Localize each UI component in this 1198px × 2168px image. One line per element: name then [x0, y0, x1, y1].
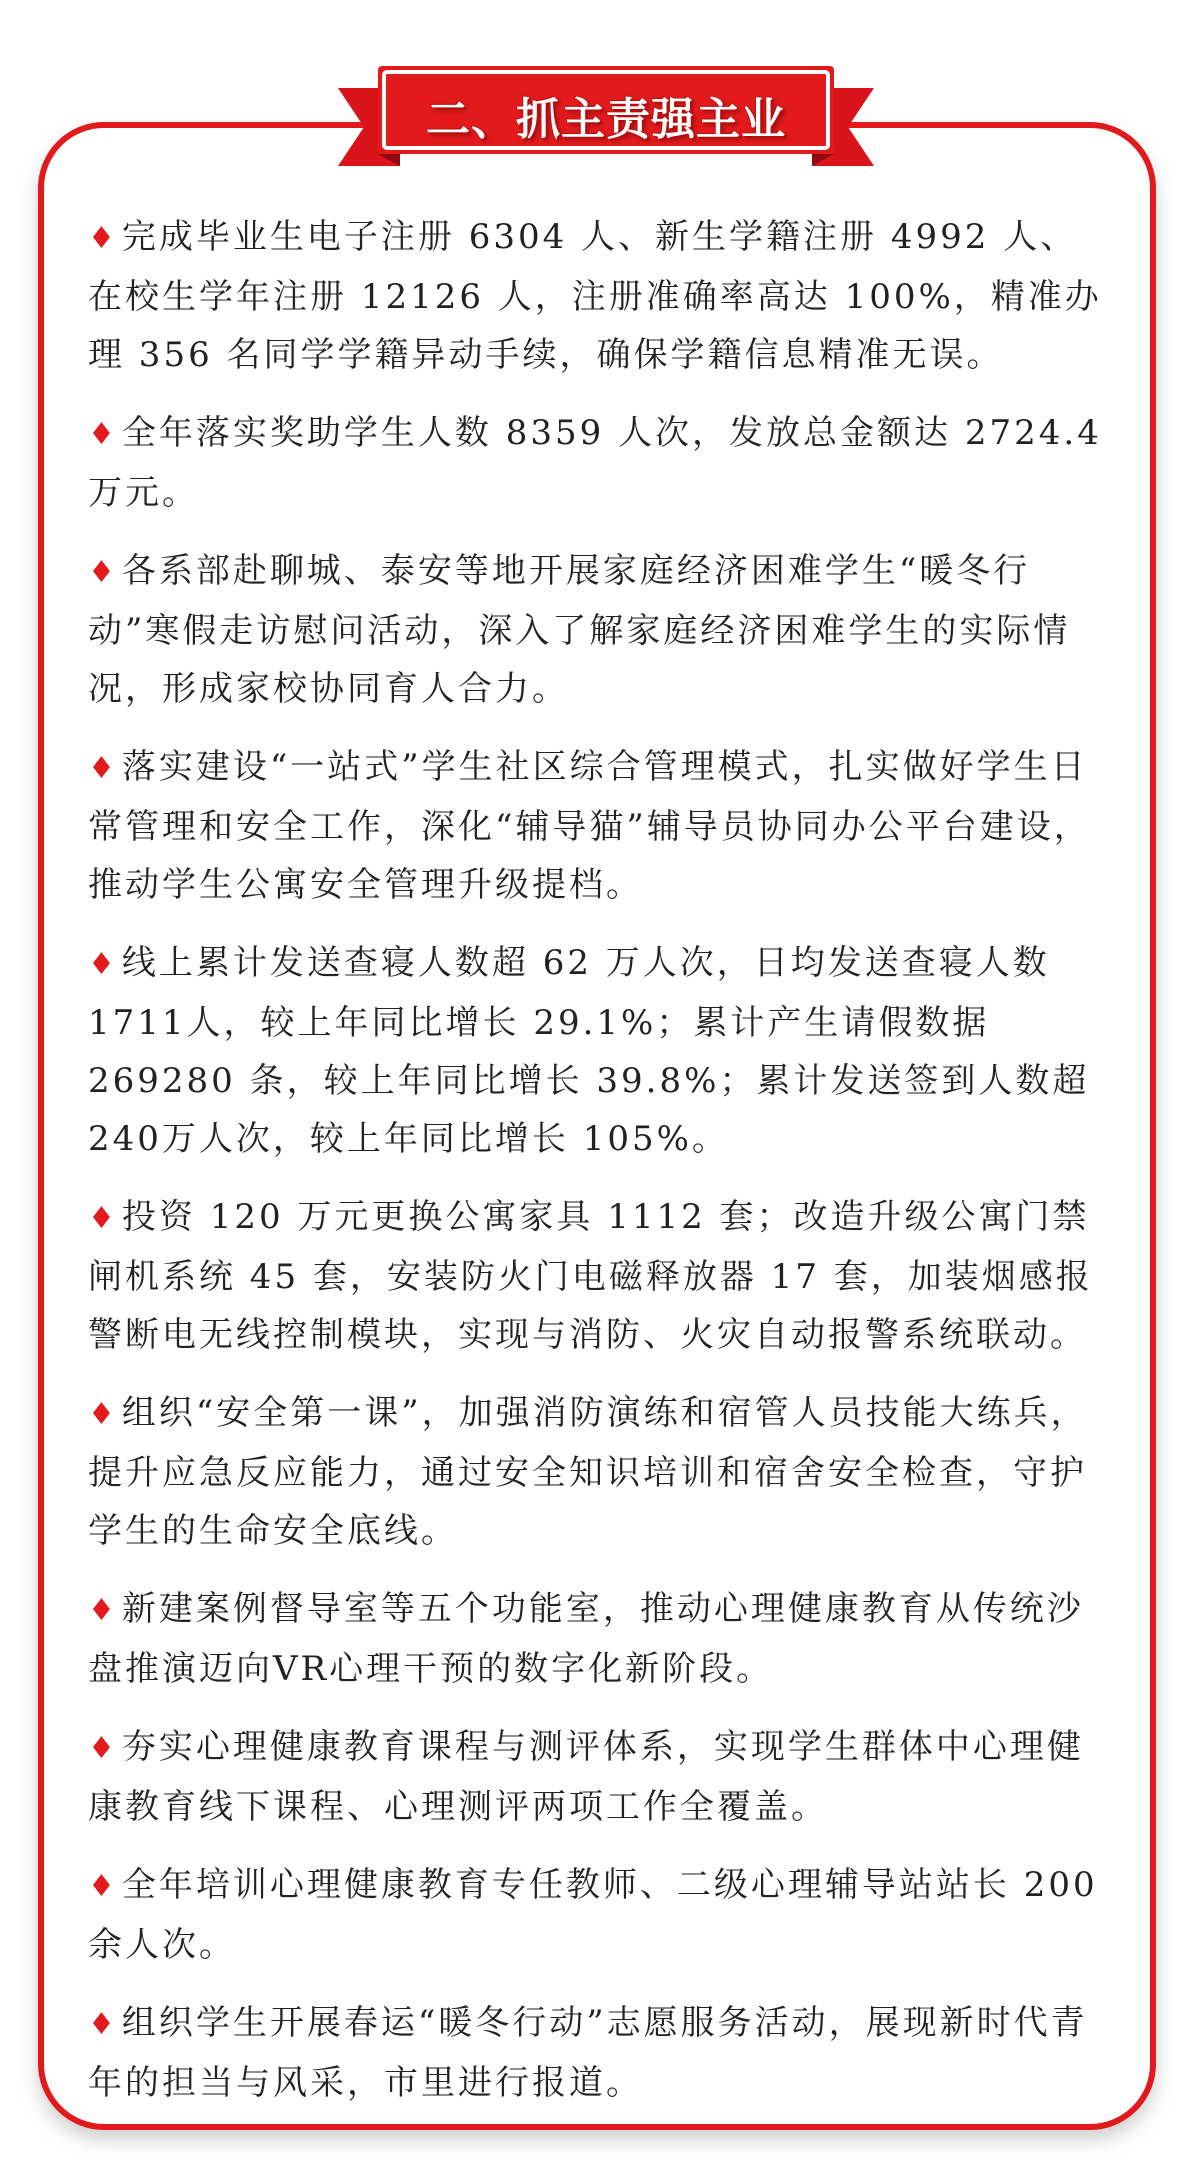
diamond-bullet-icon: ♦ — [88, 555, 118, 590]
bullet-list — [88, 208, 1113, 2132]
diamond-bullet-icon: ♦ — [88, 1869, 118, 1904]
list-item-text: 组织学生开展春运“暖冬行动”志愿服务活动，展现新时代青年的担当与风采，市里进行报道。 — [88, 2003, 1088, 2103]
list-item — [88, 934, 1113, 1168]
list-item — [88, 404, 1113, 522]
diamond-bullet-icon: ♦ — [88, 1731, 118, 1766]
list-item — [88, 1856, 1113, 1974]
list-item-text: 完成毕业生电子注册 6304 人、新生学籍注册 4992 人、在校生学年注册 12126 人，注册准确率高达 100%，精准办理 356 名同学学籍异动手续，确保学籍信息精准无误。 — [88, 217, 1102, 375]
list-item-text: 落实建设“一站式”学生社区综合管理模式，扎实做好学生日常管理和安全工作，深化“辅导猫”辅导员协同办公平台建设，推动学生公寓安全管理升级提档。 — [88, 747, 1091, 905]
diamond-bullet-icon: ♦ — [88, 1397, 118, 1432]
diamond-bullet-icon: ♦ — [88, 2007, 118, 2042]
diamond-bullet-icon: ♦ — [88, 221, 118, 256]
list-item-text: 投资 120 万元更换公寓家具 1112 套；改造升级公寓门禁闸机系统 45 套，安装防火门电磁释放器 17 套，加装烟感报警断电无线控制模块，实现与消防、火灾自动报警系统联动。 — [88, 1197, 1093, 1355]
section-banner — [338, 58, 874, 184]
list-item — [88, 1580, 1113, 1698]
list-item — [88, 1994, 1113, 2112]
list-item — [88, 542, 1113, 718]
list-item — [88, 1384, 1113, 1560]
diamond-bullet-icon: ♦ — [88, 751, 118, 786]
list-item-text: 各系部赴聊城、泰安等地开展家庭经济困难学生“暖冬行动”寒假走访慰问活动，深入了解家庭经济困难学生的实际情况，形成家校协同育人合力。 — [88, 551, 1071, 709]
list-item-text: 线上累计发送查寝人数超 62 万人次，日均发送查寝人数 1711人，较上年同比增长 29.1%；累计产生请假数据 269280 条，较上年同比增长 39.8%；累计发送签到人数超 240万人次，较上年同比增长 105%。 — [88, 943, 1090, 1159]
diamond-bullet-icon: ♦ — [88, 1201, 118, 1236]
list-item-text: 全年培训心理健康教育专任教师、二级心理辅导站站长 200 余人次。 — [88, 1865, 1098, 1965]
list-item — [88, 208, 1113, 384]
banner-title: 二、抓主责强主业 — [426, 94, 786, 145]
list-item — [88, 1718, 1113, 1836]
diamond-bullet-icon: ♦ — [88, 417, 118, 452]
diamond-bullet-icon: ♦ — [88, 947, 118, 982]
diamond-bullet-icon: ♦ — [88, 1593, 118, 1628]
list-item — [88, 1188, 1113, 1364]
list-item-text: 全年落实奖助学生人数 8359 人次，发放总金额达 2724.4 万元。 — [88, 413, 1102, 513]
list-item-text: 夯实心理健康教育课程与测评体系，实现学生群体中心理健康教育线下课程、心理测评两项工作全覆盖。 — [88, 1727, 1084, 1827]
list-item-text: 组织“安全第一课”，加强消防演练和宿管人员技能大练兵，提升应急反应能力，通过安全知识培训和宿舍安全检查，守护学生的生命安全底线。 — [88, 1393, 1088, 1551]
list-item — [88, 738, 1113, 914]
list-item-text: 新建案例督导室等五个功能室，推动心理健康教育从传统沙盘推演迈向VR心理干预的数字化新阶段。 — [88, 1589, 1084, 1689]
